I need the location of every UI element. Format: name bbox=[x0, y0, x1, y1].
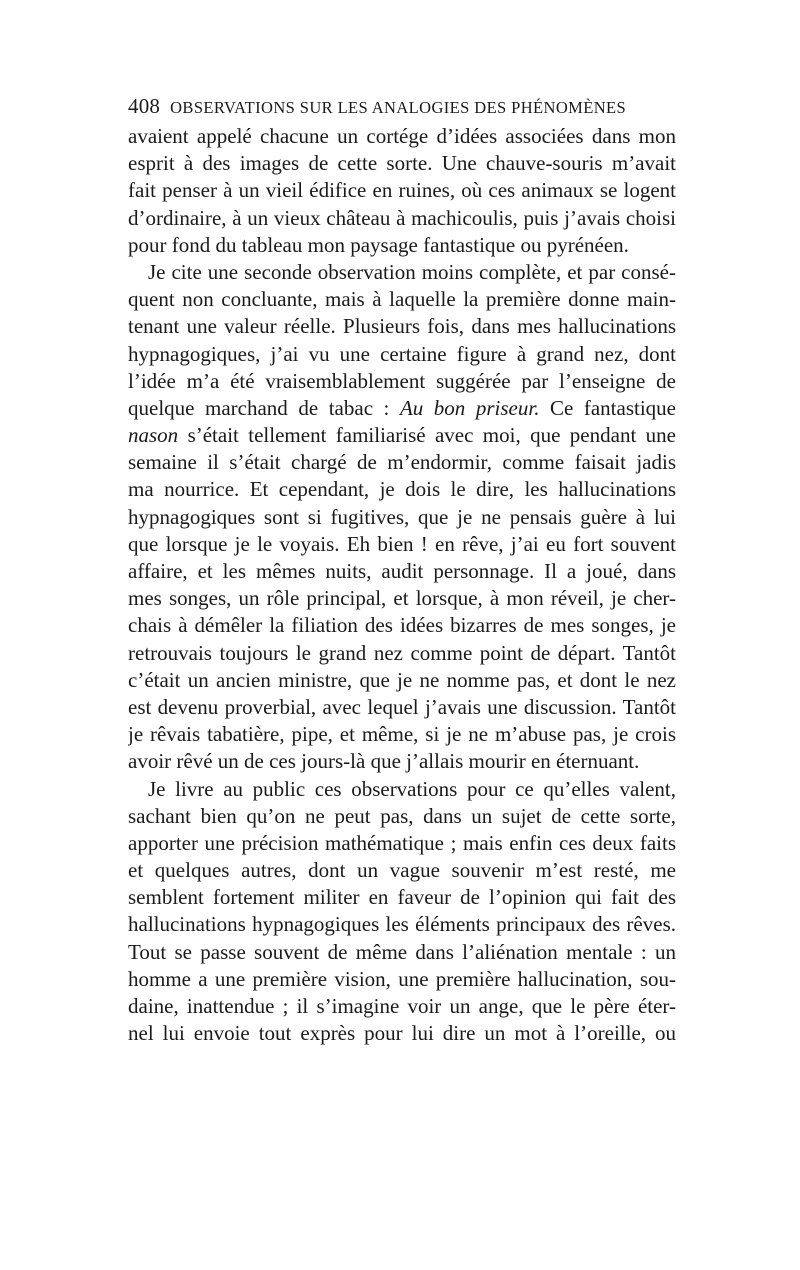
text-line: apporter une précision mathématique ; mais enfin ces deux faits bbox=[128, 830, 676, 855]
text-line: pour fond du tableau mon paysage fantastique ou pyrénéen. bbox=[128, 232, 629, 257]
text-line: l’idée m’a été vraisemblablement suggérée par l’enseigne de bbox=[128, 368, 676, 393]
text-line: homme a une première vision, une première hallucination, sou- bbox=[128, 966, 676, 991]
text-line: avoir rêvé un de ces jours-là que j’allais mourir en éternuant. bbox=[128, 749, 640, 774]
book-page bbox=[128, 94, 676, 1047]
text-line: daine, inattendue ; il s’imagine voir un ange, que le père éter- bbox=[128, 994, 676, 1018]
text-line: est devenu proverbial, avec lequel j’avais une discussion. Tantôt bbox=[128, 694, 676, 719]
text-line: mes songes, un rôle principal, et lorsque, à mon réveil, je cher- bbox=[128, 586, 676, 611]
text-line: semblent fortement militer en faveur de l’opinion qui fait des bbox=[128, 885, 676, 910]
running-title: OBSERVATIONS SUR LES ANALOGIES DES PHÉNOMÈNES bbox=[170, 98, 627, 117]
text-line bbox=[128, 395, 676, 422]
text-line: avaient appelé chacune un cortége d’idées associées dans mon bbox=[128, 124, 676, 148]
italic-text: Au bon priseur. bbox=[399, 395, 540, 420]
text-line: nel lui envoie tout exprès pour lui dire un mot à l’oreille, ou bbox=[128, 1021, 676, 1046]
text-segment: quelque marchand de tabac : bbox=[128, 395, 400, 420]
text-line: chais à démêler la filiation des idées bizarres de mes songes, je bbox=[128, 613, 676, 638]
text-line: hypnagogiques, j’ai vu une certaine figure à grand nez, dont bbox=[128, 341, 676, 366]
text-line: que lorsque je le voyais. Eh bien ! en rêve, j’ai eu fort souvent bbox=[128, 531, 676, 556]
text-line: quent non concluante, mais à laquelle la première donne main- bbox=[128, 287, 676, 312]
body-text bbox=[128, 123, 676, 1047]
text-line: Je cite une seconde observation moins complète, et par consé- bbox=[148, 259, 676, 284]
text-line: hypnagogiques sont si fugitives, que je ne pensais guère à lui bbox=[128, 504, 676, 529]
text-line: Tout se passe souvent de même dans l’aliénation mentale : un bbox=[128, 939, 676, 964]
text-line: je rêvais tabatière, pipe, et même, si je ne m’abuse pas, je crois bbox=[128, 722, 676, 747]
text-segment: s’était tellement familiarisé avec moi, que pendant une bbox=[178, 423, 676, 448]
text-segment: Ce fantastique bbox=[539, 395, 676, 420]
running-header bbox=[128, 94, 676, 119]
text-line: hallucinations hypnagogiques les éléments principaux des rêves. bbox=[128, 912, 676, 937]
page-number: 408 bbox=[128, 94, 161, 118]
italic-text: nason bbox=[128, 423, 179, 448]
text-line: ma nourrice. Et cependant, je dois le dire, les hallucinations bbox=[128, 477, 676, 502]
text-line bbox=[128, 422, 676, 449]
text-line: d’ordinaire, à un vieux château à machicoulis, puis j’avais choisi bbox=[128, 205, 676, 230]
text-line: esprit à des images de cette sorte. Une chauve-souris m’avait bbox=[128, 151, 676, 176]
text-line: sachant bien qu’on ne peut pas, dans un sujet de cette sorte, bbox=[128, 803, 676, 828]
text-line: c’était un ancien ministre, que je ne nomme pas, et dont le nez bbox=[128, 667, 676, 692]
text-line: retrouvais toujours le grand nez comme point de départ. Tantôt bbox=[128, 640, 676, 665]
text-line: semaine il s’était chargé de m’endormir, comme faisait jadis bbox=[128, 450, 676, 475]
text-line: Je livre au public ces observations pour ce qu’elles valent, bbox=[148, 776, 676, 801]
text-line: affaire, et les mêmes nuits, audit personnage. Il a joué, dans bbox=[128, 559, 676, 583]
text-line: tenant une valeur réelle. Plusieurs fois, dans mes hallucinations bbox=[128, 314, 676, 339]
text-line: fait penser à un vieil édifice en ruines, où ces animaux se logent bbox=[128, 178, 676, 203]
text-line: et quelques autres, dont un vague souvenir m’est resté, me bbox=[128, 858, 676, 883]
